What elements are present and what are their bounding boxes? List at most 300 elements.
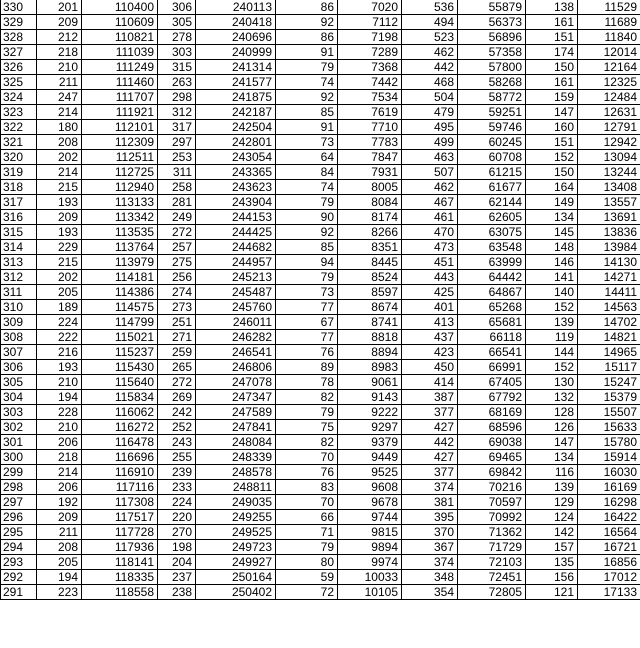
score-cell: 306 [1,360,37,375]
count-d-cell: 413 [402,315,458,330]
cumulative-d-cell: 61215 [458,165,526,180]
count-e-cell: 149 [526,195,578,210]
count-b-cell: 269 [158,390,196,405]
cumulative-a-cell: 115834 [82,390,158,405]
count-e-cell: 130 [526,375,578,390]
cumulative-a-cell: 112940 [82,180,158,195]
cumulative-a-cell: 110609 [82,15,158,30]
count-c-cell: 89 [276,360,338,375]
score-cell: 299 [1,465,37,480]
cumulative-d-cell: 70216 [458,480,526,495]
cumulative-a-cell: 113764 [82,240,158,255]
count-a-cell: 247 [37,90,82,105]
count-d-cell: 395 [402,510,458,525]
cumulative-b-cell: 245213 [196,270,276,285]
count-c-cell: 72 [276,585,338,600]
count-a-cell: 210 [37,375,82,390]
cumulative-d-cell: 58772 [458,90,526,105]
cumulative-c-cell: 7198 [338,30,402,45]
count-c-cell: 79 [276,195,338,210]
table-row [1,180,640,195]
count-a-cell: 208 [37,540,82,555]
table-row [1,540,640,555]
count-e-cell: 119 [526,330,578,345]
count-e-cell: 152 [526,150,578,165]
table-row [1,210,640,225]
count-d-cell: 423 [402,345,458,360]
count-e-cell: 126 [526,420,578,435]
cumulative-d-cell: 61677 [458,180,526,195]
count-b-cell: 306 [158,0,196,15]
cumulative-b-cell: 242801 [196,135,276,150]
cumulative-e-cell: 16856 [578,555,640,570]
table-row [1,405,640,420]
cumulative-d-cell: 62605 [458,210,526,225]
count-d-cell: 377 [402,405,458,420]
cumulative-a-cell: 116910 [82,465,158,480]
count-c-cell: 92 [276,15,338,30]
table-row [1,195,640,210]
cumulative-b-cell: 243365 [196,165,276,180]
count-c-cell: 79 [276,540,338,555]
score-cell: 328 [1,30,37,45]
cumulative-c-cell: 9379 [338,435,402,450]
count-c-cell: 77 [276,300,338,315]
count-e-cell: 161 [526,15,578,30]
cumulative-d-cell: 56896 [458,30,526,45]
count-a-cell: 180 [37,120,82,135]
count-c-cell: 92 [276,225,338,240]
cumulative-e-cell: 14702 [578,315,640,330]
count-a-cell: 209 [37,15,82,30]
cumulative-b-cell: 246282 [196,330,276,345]
cumulative-a-cell: 112309 [82,135,158,150]
count-b-cell: 204 [158,555,196,570]
cumulative-e-cell: 13691 [578,210,640,225]
count-b-cell: 311 [158,165,196,180]
score-cell: 327 [1,45,37,60]
count-d-cell: 462 [402,45,458,60]
cumulative-b-cell: 247589 [196,405,276,420]
cumulative-b-cell: 240113 [196,0,276,15]
cumulative-d-cell: 64442 [458,270,526,285]
count-a-cell: 223 [37,585,82,600]
score-cell: 315 [1,225,37,240]
count-c-cell: 84 [276,165,338,180]
count-e-cell: 151 [526,30,578,45]
count-d-cell: 463 [402,150,458,165]
table-body [1,0,640,600]
count-c-cell: 74 [276,75,338,90]
cumulative-e-cell: 13984 [578,240,640,255]
table-row [1,285,640,300]
count-e-cell: 135 [526,555,578,570]
count-e-cell: 150 [526,165,578,180]
cumulative-b-cell: 249255 [196,510,276,525]
cumulative-b-cell: 248339 [196,450,276,465]
table-row [1,120,640,135]
count-b-cell: 312 [158,105,196,120]
score-cell: 295 [1,525,37,540]
count-c-cell: 80 [276,555,338,570]
score-cell: 324 [1,90,37,105]
cumulative-a-cell: 116062 [82,405,158,420]
count-b-cell: 249 [158,210,196,225]
cumulative-d-cell: 72451 [458,570,526,585]
count-d-cell: 354 [402,585,458,600]
score-cell: 320 [1,150,37,165]
count-a-cell: 202 [37,150,82,165]
table-row [1,270,640,285]
cumulative-c-cell: 9143 [338,390,402,405]
count-b-cell: 258 [158,180,196,195]
count-b-cell: 253 [158,150,196,165]
score-cell: 296 [1,510,37,525]
score-cell: 310 [1,300,37,315]
count-b-cell: 317 [158,120,196,135]
cumulative-d-cell: 66541 [458,345,526,360]
count-e-cell: 152 [526,360,578,375]
table-row [1,30,640,45]
cumulative-e-cell: 12631 [578,105,640,120]
table-row [1,360,640,375]
count-b-cell: 303 [158,45,196,60]
count-b-cell: 255 [158,450,196,465]
count-c-cell: 79 [276,270,338,285]
score-cell: 317 [1,195,37,210]
table-row [1,495,640,510]
cumulative-c-cell: 7112 [338,15,402,30]
cumulative-c-cell: 8005 [338,180,402,195]
table-row [1,450,640,465]
cumulative-e-cell: 12164 [578,60,640,75]
cumulative-d-cell: 71362 [458,525,526,540]
cumulative-b-cell: 249035 [196,495,276,510]
cumulative-d-cell: 67792 [458,390,526,405]
cumulative-b-cell: 241314 [196,60,276,75]
cumulative-d-cell: 66118 [458,330,526,345]
cumulative-e-cell: 14563 [578,300,640,315]
count-d-cell: 414 [402,375,458,390]
cumulative-a-cell: 111921 [82,105,158,120]
count-b-cell: 237 [158,570,196,585]
count-b-cell: 315 [158,60,196,75]
count-c-cell: 70 [276,450,338,465]
cumulative-d-cell: 57800 [458,60,526,75]
count-d-cell: 523 [402,30,458,45]
cumulative-d-cell: 68596 [458,420,526,435]
cumulative-c-cell: 7442 [338,75,402,90]
count-c-cell: 73 [276,285,338,300]
score-cell: 304 [1,390,37,405]
count-e-cell: 139 [526,480,578,495]
cumulative-a-cell: 117517 [82,510,158,525]
table-row [1,225,640,240]
cumulative-e-cell: 15507 [578,405,640,420]
score-cell: 325 [1,75,37,90]
table-row [1,300,640,315]
cumulative-c-cell: 7783 [338,135,402,150]
count-d-cell: 467 [402,195,458,210]
count-c-cell: 74 [276,180,338,195]
cumulative-d-cell: 71729 [458,540,526,555]
score-cell: 314 [1,240,37,255]
count-b-cell: 298 [158,90,196,105]
score-cell: 330 [1,0,37,15]
table-row [1,510,640,525]
cumulative-e-cell: 15780 [578,435,640,450]
count-e-cell: 150 [526,60,578,75]
score-cell: 292 [1,570,37,585]
count-d-cell: 499 [402,135,458,150]
cumulative-c-cell: 9525 [338,465,402,480]
count-e-cell: 132 [526,390,578,405]
cumulative-e-cell: 14411 [578,285,640,300]
cumulative-a-cell: 113535 [82,225,158,240]
count-c-cell: 85 [276,240,338,255]
cumulative-b-cell: 242187 [196,105,276,120]
cumulative-b-cell: 247078 [196,375,276,390]
cumulative-e-cell: 14965 [578,345,640,360]
count-a-cell: 202 [37,270,82,285]
count-c-cell: 79 [276,60,338,75]
table-row [1,480,640,495]
count-a-cell: 218 [37,450,82,465]
cumulative-d-cell: 63999 [458,255,526,270]
score-cell: 305 [1,375,37,390]
cumulative-e-cell: 17012 [578,570,640,585]
count-c-cell: 82 [276,435,338,450]
cumulative-c-cell: 9061 [338,375,402,390]
score-cell: 294 [1,540,37,555]
cumulative-a-cell: 115237 [82,345,158,360]
cumulative-e-cell: 12791 [578,120,640,135]
count-d-cell: 427 [402,450,458,465]
count-b-cell: 305 [158,15,196,30]
count-e-cell: 157 [526,540,578,555]
table-row [1,0,640,15]
count-c-cell: 90 [276,210,338,225]
cumulative-e-cell: 15633 [578,420,640,435]
cumulative-b-cell: 243623 [196,180,276,195]
cumulative-c-cell: 7710 [338,120,402,135]
cumulative-c-cell: 9815 [338,525,402,540]
table-row [1,45,640,60]
cumulative-d-cell: 70597 [458,495,526,510]
count-d-cell: 370 [402,525,458,540]
count-d-cell: 442 [402,60,458,75]
cumulative-c-cell: 8983 [338,360,402,375]
count-a-cell: 212 [37,30,82,45]
count-d-cell: 427 [402,420,458,435]
score-cell: 311 [1,285,37,300]
cumulative-b-cell: 249525 [196,525,276,540]
count-d-cell: 450 [402,360,458,375]
cumulative-c-cell: 8597 [338,285,402,300]
cumulative-c-cell: 7534 [338,90,402,105]
cumulative-e-cell: 16422 [578,510,640,525]
cumulative-c-cell: 8674 [338,300,402,315]
cumulative-e-cell: 16564 [578,525,640,540]
cumulative-a-cell: 112511 [82,150,158,165]
cumulative-c-cell: 9608 [338,480,402,495]
score-cell: 308 [1,330,37,345]
cumulative-c-cell: 8351 [338,240,402,255]
cumulative-e-cell: 16169 [578,480,640,495]
count-a-cell: 214 [37,465,82,480]
cumulative-c-cell: 7847 [338,150,402,165]
table-row [1,555,640,570]
count-e-cell: 148 [526,240,578,255]
cumulative-d-cell: 72103 [458,555,526,570]
cumulative-b-cell: 246541 [196,345,276,360]
cumulative-c-cell: 9678 [338,495,402,510]
count-d-cell: 507 [402,165,458,180]
count-e-cell: 156 [526,570,578,585]
cumulative-d-cell: 62144 [458,195,526,210]
count-e-cell: 141 [526,270,578,285]
table-row [1,585,640,600]
cumulative-c-cell: 8894 [338,345,402,360]
count-d-cell: 470 [402,225,458,240]
count-d-cell: 443 [402,270,458,285]
count-d-cell: 468 [402,75,458,90]
score-cell: 321 [1,135,37,150]
cumulative-c-cell: 7020 [338,0,402,15]
cumulative-d-cell: 56373 [458,15,526,30]
cumulative-e-cell: 14821 [578,330,640,345]
count-a-cell: 215 [37,255,82,270]
count-c-cell: 73 [276,135,338,150]
cumulative-a-cell: 110400 [82,0,158,15]
cumulative-e-cell: 13244 [578,165,640,180]
cumulative-b-cell: 248578 [196,465,276,480]
score-cell: 322 [1,120,37,135]
table-row [1,255,640,270]
count-e-cell: 139 [526,315,578,330]
count-e-cell: 134 [526,210,578,225]
count-e-cell: 152 [526,300,578,315]
table-row [1,315,640,330]
count-d-cell: 461 [402,210,458,225]
count-d-cell: 473 [402,240,458,255]
count-d-cell: 387 [402,390,458,405]
count-c-cell: 86 [276,30,338,45]
cumulative-d-cell: 69842 [458,465,526,480]
cumulative-d-cell: 63075 [458,225,526,240]
cumulative-b-cell: 249927 [196,555,276,570]
cumulative-b-cell: 246806 [196,360,276,375]
table-row [1,135,640,150]
cumulative-a-cell: 114386 [82,285,158,300]
cumulative-d-cell: 69465 [458,450,526,465]
count-e-cell: 147 [526,435,578,450]
cumulative-d-cell: 70992 [458,510,526,525]
cumulative-c-cell: 9449 [338,450,402,465]
cumulative-b-cell: 244425 [196,225,276,240]
cumulative-b-cell: 243904 [196,195,276,210]
count-a-cell: 210 [37,420,82,435]
cumulative-b-cell: 240696 [196,30,276,45]
cumulative-c-cell: 7619 [338,105,402,120]
cumulative-c-cell: 7368 [338,60,402,75]
count-a-cell: 194 [37,390,82,405]
cumulative-e-cell: 12484 [578,90,640,105]
cumulative-e-cell: 15379 [578,390,640,405]
table-row [1,390,640,405]
count-a-cell: 222 [37,330,82,345]
count-b-cell: 252 [158,420,196,435]
count-d-cell: 479 [402,105,458,120]
cumulative-c-cell: 7289 [338,45,402,60]
cumulative-d-cell: 65268 [458,300,526,315]
count-e-cell: 151 [526,135,578,150]
count-e-cell: 147 [526,105,578,120]
cumulative-e-cell: 11840 [578,30,640,45]
cumulative-e-cell: 11689 [578,15,640,30]
cumulative-e-cell: 13557 [578,195,640,210]
count-c-cell: 70 [276,495,338,510]
cumulative-e-cell: 17133 [578,585,640,600]
cumulative-a-cell: 113979 [82,255,158,270]
count-a-cell: 218 [37,45,82,60]
count-d-cell: 377 [402,465,458,480]
count-b-cell: 270 [158,525,196,540]
count-a-cell: 224 [37,315,82,330]
table-row [1,15,640,30]
cumulative-e-cell: 14130 [578,255,640,270]
cumulative-a-cell: 111460 [82,75,158,90]
cumulative-a-cell: 111039 [82,45,158,60]
count-b-cell: 238 [158,585,196,600]
cumulative-b-cell: 241577 [196,75,276,90]
cumulative-c-cell: 8524 [338,270,402,285]
cumulative-b-cell: 246011 [196,315,276,330]
cumulative-a-cell: 116478 [82,435,158,450]
count-a-cell: 214 [37,165,82,180]
count-b-cell: 273 [158,300,196,315]
cumulative-a-cell: 117116 [82,480,158,495]
count-b-cell: 271 [158,330,196,345]
table-row [1,150,640,165]
table-row [1,375,640,390]
count-e-cell: 134 [526,450,578,465]
cumulative-e-cell: 14271 [578,270,640,285]
count-b-cell: 251 [158,315,196,330]
cumulative-d-cell: 72805 [458,585,526,600]
cumulative-b-cell: 250164 [196,570,276,585]
count-d-cell: 536 [402,0,458,15]
count-b-cell: 281 [158,195,196,210]
cumulative-c-cell: 9222 [338,405,402,420]
cumulative-c-cell: 9744 [338,510,402,525]
count-e-cell: 129 [526,495,578,510]
count-b-cell: 256 [158,270,196,285]
cumulative-b-cell: 248811 [196,480,276,495]
count-a-cell: 209 [37,510,82,525]
table-row [1,525,640,540]
table-row [1,435,640,450]
cumulative-a-cell: 118558 [82,585,158,600]
count-c-cell: 82 [276,390,338,405]
cumulative-a-cell: 110821 [82,30,158,45]
count-c-cell: 83 [276,480,338,495]
count-c-cell: 77 [276,330,338,345]
cumulative-a-cell: 115021 [82,330,158,345]
count-d-cell: 437 [402,330,458,345]
count-c-cell: 75 [276,420,338,435]
count-b-cell: 224 [158,495,196,510]
